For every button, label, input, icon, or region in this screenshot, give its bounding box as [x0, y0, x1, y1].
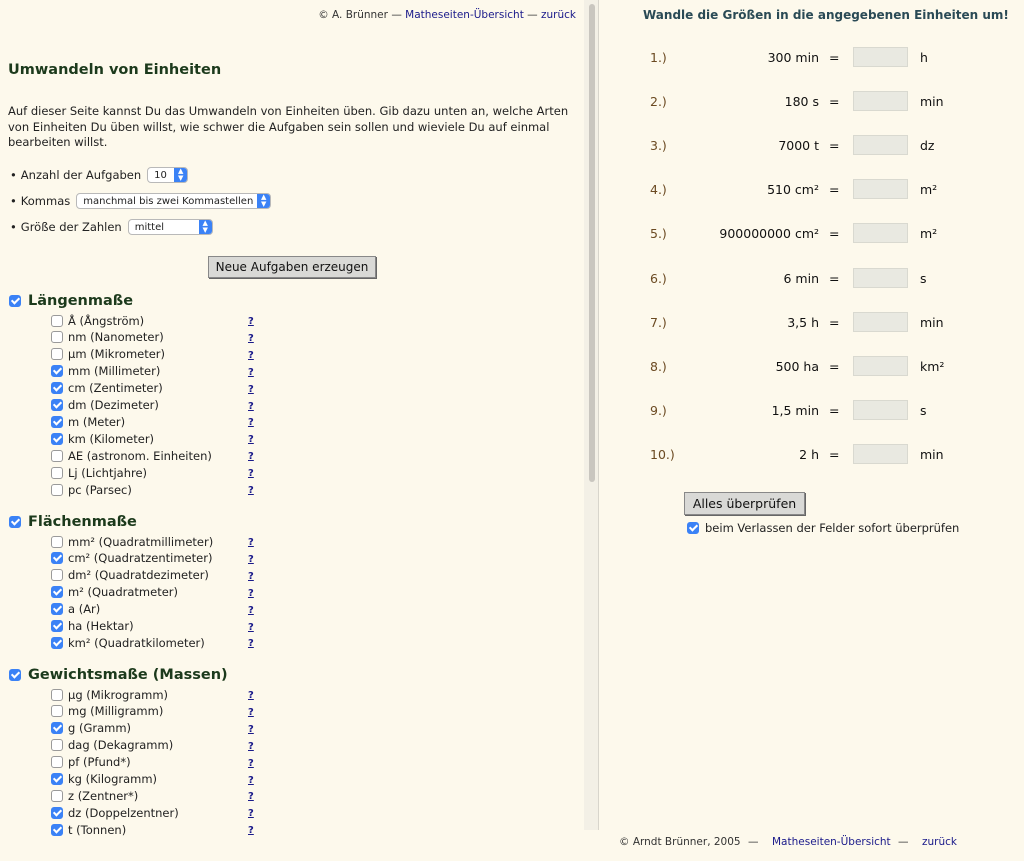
- help-link[interactable]: ?: [248, 791, 254, 803]
- equals-sign: =: [829, 182, 840, 198]
- footer-back-link[interactable]: zurück: [922, 836, 957, 848]
- copyright-text: © A. Brünner: [318, 9, 388, 21]
- equals-sign: =: [829, 314, 840, 330]
- task-number: 4.): [650, 182, 667, 198]
- target-unit: s: [920, 402, 927, 418]
- unit-option[interactable]: [51, 737, 271, 754]
- unit-option[interactable]: [51, 363, 271, 380]
- unit-checkbox[interactable]: [51, 824, 63, 836]
- help-link[interactable]: ?: [248, 638, 254, 650]
- unit-option[interactable]: [51, 584, 271, 601]
- unit-label: pf (Pfund*): [68, 755, 131, 770]
- unit-label: dag (Dekagramm): [68, 738, 174, 753]
- check-all-button[interactable]: Alles überprüfen: [684, 492, 805, 515]
- chevron-updown-icon: ▲ ▼: [257, 194, 270, 208]
- unit-label: m² (Quadratmeter): [68, 585, 179, 600]
- unit-option[interactable]: [51, 634, 271, 651]
- unit-checkbox[interactable]: [51, 467, 63, 479]
- unit-option[interactable]: [51, 686, 271, 703]
- group-checkbox[interactable]: [9, 669, 21, 681]
- unit-label: t (Tonnen): [68, 822, 127, 837]
- answer-input[interactable]: [853, 312, 908, 332]
- unit-label: kg (Kilogramm): [68, 772, 158, 786]
- help-link[interactable]: ?: [248, 690, 254, 701]
- task-number: 10.): [650, 446, 675, 462]
- unit-checkbox[interactable]: [51, 433, 63, 445]
- unit-checkbox[interactable]: [51, 331, 63, 343]
- unit-checkbox[interactable]: [51, 603, 63, 615]
- help-link[interactable]: ?: [248, 757, 254, 769]
- task-row: [599, 400, 1024, 420]
- size-select-value: mittel: [134, 222, 165, 233]
- footer-copyright: © Arndt Brünner, 2005: [619, 836, 741, 848]
- help-link[interactable]: ?: [248, 740, 254, 752]
- task-value: 500 ha: [775, 358, 819, 374]
- unit-option[interactable]: [51, 550, 271, 567]
- unit-label: dm² (Quadratdezimeter): [68, 568, 209, 583]
- unit-label: ha (Hektar): [68, 619, 134, 633]
- separator: —: [898, 836, 909, 848]
- equals-sign: =: [829, 358, 840, 374]
- option-count: [10, 167, 188, 183]
- task-number: 9.): [650, 402, 667, 418]
- answer-input[interactable]: [853, 356, 908, 376]
- task-value: 300 min: [767, 50, 819, 65]
- unit-label: µm (Mikrometer): [68, 347, 166, 362]
- bullet-icon: •: [10, 168, 17, 182]
- auto-check-label: beim Verlassen der Felder sofort überprüfen: [705, 521, 960, 535]
- unit-checkbox[interactable]: [51, 484, 63, 496]
- unit-checkbox[interactable]: [51, 756, 63, 768]
- exercise-pane: [599, 0, 1024, 861]
- unit-checkbox[interactable]: [51, 790, 63, 802]
- unit-label: mm (Millimeter): [68, 364, 161, 379]
- top-navigation: [318, 9, 576, 21]
- option-size: [10, 219, 213, 235]
- unit-checkbox[interactable]: [51, 689, 63, 701]
- size-label: Größe der Zahlen: [20, 220, 122, 234]
- commas-label: Kommas: [20, 194, 71, 208]
- unit-option[interactable]: [51, 533, 271, 550]
- footer-overview-link[interactable]: Matheseiten-Übersicht: [772, 836, 891, 848]
- chevron-updown-icon: ▲ ▼: [174, 168, 187, 182]
- group-header[interactable]: [9, 667, 228, 683]
- help-link[interactable]: ?: [248, 434, 254, 446]
- help-link[interactable]: ?: [248, 537, 254, 548]
- auto-check-option[interactable]: [687, 521, 959, 535]
- chevron-updown-icon: ▲ ▼: [199, 220, 212, 234]
- unit-checkbox[interactable]: [51, 620, 63, 632]
- unit-label: nm (Nanometer): [68, 330, 164, 345]
- unit-checkbox[interactable]: [51, 637, 63, 649]
- unit-checkbox[interactable]: [51, 807, 63, 819]
- separator: —: [391, 9, 402, 21]
- unit-option[interactable]: [51, 601, 271, 618]
- bullet-icon: •: [10, 220, 17, 234]
- unit-option[interactable]: [51, 703, 271, 720]
- help-link[interactable]: ?: [248, 383, 254, 395]
- task-value: 180 s: [784, 94, 819, 110]
- left-scrollbar-thumb[interactable]: [589, 4, 595, 482]
- answer-input[interactable]: [853, 400, 908, 420]
- unit-option[interactable]: [51, 464, 271, 481]
- help-link[interactable]: ?: [248, 451, 254, 463]
- unit-checkbox[interactable]: [51, 315, 63, 327]
- task-value: 900000000 cm²: [719, 226, 819, 242]
- unit-option[interactable]: [51, 380, 271, 397]
- task-value: 3,5 h: [787, 314, 819, 330]
- unit-label: mg (Milligramm): [68, 704, 164, 719]
- exercise-title: Wandle die Größen in die angegebenen Einheiten um!: [643, 8, 1009, 22]
- help-link[interactable]: ?: [248, 808, 254, 820]
- help-link[interactable]: ?: [248, 366, 254, 378]
- unit-label: km² (Quadratkilometer): [68, 635, 205, 650]
- task-row: [599, 135, 1024, 155]
- help-link[interactable]: ?: [248, 332, 254, 344]
- unit-label: cm² (Quadratzentimeter): [68, 551, 213, 566]
- unit-label: m (Meter): [68, 414, 126, 429]
- help-link[interactable]: ?: [248, 553, 254, 565]
- unit-option[interactable]: [51, 821, 271, 838]
- count-label: Anzahl der Aufgaben: [20, 168, 142, 182]
- target-unit: min: [920, 314, 944, 330]
- separator: —: [748, 836, 759, 848]
- answer-input[interactable]: [853, 223, 908, 243]
- unit-checkbox[interactable]: [51, 569, 63, 581]
- unit-option[interactable]: [51, 346, 271, 363]
- help-link[interactable]: ?: [248, 349, 254, 361]
- unit-label: mm² (Quadratmillimeter): [68, 534, 214, 549]
- bullet-icon: •: [10, 194, 17, 208]
- help-link[interactable]: ?: [248, 417, 254, 429]
- help-link[interactable]: ?: [248, 400, 254, 412]
- equals-sign: =: [829, 94, 840, 110]
- equals-sign: =: [829, 270, 840, 286]
- unit-option[interactable]: [51, 771, 271, 788]
- unit-label: µg (Mikrogramm): [68, 687, 169, 702]
- task-row: [599, 356, 1024, 376]
- help-link[interactable]: ?: [248, 604, 254, 616]
- unit-checkbox[interactable]: [51, 705, 63, 717]
- unit-label: dm (Dezimeter): [68, 398, 159, 412]
- generate-button[interactable]: Neue Aufgaben erzeugen: [208, 256, 376, 278]
- task-value: 6 min: [783, 270, 819, 286]
- unit-option[interactable]: [51, 413, 271, 430]
- target-unit: min: [920, 94, 944, 110]
- unit-label: AE (astronom. Einheiten): [68, 448, 212, 463]
- unit-label: dz (Doppelzentner): [68, 805, 179, 820]
- help-link[interactable]: ?: [248, 316, 254, 327]
- count-select[interactable]: [147, 167, 188, 183]
- task-number: 6.): [650, 270, 667, 286]
- task-row: [599, 223, 1024, 243]
- task-number: 5.): [650, 226, 667, 242]
- auto-check-checkbox[interactable]: [687, 522, 699, 534]
- equals-sign: =: [829, 50, 840, 65]
- commas-select[interactable]: [76, 193, 271, 209]
- unit-checkbox[interactable]: [51, 773, 63, 785]
- equals-sign: =: [829, 402, 840, 418]
- equals-sign: =: [829, 446, 840, 462]
- unit-option[interactable]: [51, 481, 271, 498]
- size-select[interactable]: [128, 219, 213, 235]
- target-unit: h: [920, 50, 928, 65]
- unit-checkbox[interactable]: [51, 416, 63, 428]
- unit-label: g (Gramm): [68, 721, 132, 736]
- equals-sign: =: [829, 226, 840, 242]
- unit-checkbox[interactable]: [51, 586, 63, 598]
- unit-label: cm (Zentimeter): [68, 381, 163, 396]
- task-row: [599, 268, 1024, 288]
- group-header[interactable]: [9, 293, 133, 309]
- unit-checkbox[interactable]: [51, 348, 63, 360]
- unit-option[interactable]: [51, 618, 271, 635]
- unit-option[interactable]: [51, 720, 271, 737]
- unit-option[interactable]: [51, 787, 271, 804]
- task-row: [599, 444, 1024, 464]
- group-title: Gewichtsmaße (Massen): [28, 667, 228, 683]
- task-row: [599, 47, 1024, 67]
- answer-input[interactable]: [853, 135, 908, 155]
- answer-input[interactable]: [853, 444, 908, 464]
- answer-input[interactable]: [853, 91, 908, 111]
- unit-option[interactable]: [51, 397, 271, 414]
- count-select-value: 10: [154, 170, 167, 181]
- help-link[interactable]: ?: [248, 570, 254, 582]
- help-link[interactable]: ?: [248, 587, 254, 599]
- task-number: 8.): [650, 358, 667, 374]
- task-value: 7000 t: [778, 138, 819, 154]
- target-unit: s: [920, 270, 927, 286]
- unit-label: a (Ar): [68, 602, 101, 617]
- option-commas: [10, 193, 271, 209]
- answer-input[interactable]: [853, 179, 908, 199]
- target-unit: m²: [920, 226, 938, 242]
- unit-checkbox[interactable]: [51, 739, 63, 751]
- help-link[interactable]: ?: [248, 485, 254, 496]
- unit-label: Å (Ångström): [68, 313, 145, 328]
- unit-checkbox[interactable]: [51, 536, 63, 548]
- unit-option[interactable]: [51, 430, 271, 447]
- intro-text: Auf dieser Seite kannst Du das Umwandeln von Einheiten üben. Gib dazu unten an, welche Arten von Einheiten Du üben willst, wie schwer die Aufgaben sein sollen und wieviele Du auf einmal bearbeiten willst.: [8, 104, 569, 149]
- unit-option[interactable]: [51, 804, 271, 821]
- help-link[interactable]: ?: [248, 468, 254, 480]
- unit-checkbox[interactable]: [51, 399, 63, 411]
- unit-option[interactable]: [51, 447, 271, 464]
- equals-sign: =: [829, 138, 840, 154]
- task-value: 2 h: [799, 446, 819, 462]
- target-unit: min: [920, 446, 944, 462]
- back-link[interactable]: zurück: [541, 9, 576, 21]
- unit-option[interactable]: [51, 312, 271, 329]
- unit-label: pc (Parsec): [68, 482, 132, 497]
- page-title: Umwandeln von Einheiten: [8, 62, 222, 78]
- separator: —: [527, 9, 538, 21]
- target-unit: km²: [920, 358, 945, 374]
- target-unit: dz: [920, 138, 935, 154]
- answer-input[interactable]: [853, 47, 908, 67]
- overview-link[interactable]: Matheseiten-Übersicht: [405, 9, 524, 21]
- unit-checkbox[interactable]: [51, 722, 63, 734]
- unit-label: z (Zentner*): [68, 788, 139, 803]
- unit-option[interactable]: [51, 754, 271, 771]
- unit-checkbox[interactable]: [51, 382, 63, 394]
- group-title: Flächenmaße: [28, 514, 137, 530]
- task-number: 2.): [650, 94, 667, 110]
- task-number: 3.): [650, 138, 667, 154]
- unit-label: Lj (Lichtjahre): [68, 465, 148, 480]
- help-link[interactable]: ?: [248, 723, 254, 735]
- task-number: 1.): [650, 50, 667, 65]
- help-link[interactable]: ?: [248, 774, 254, 786]
- task-value: 510 cm²: [767, 182, 819, 198]
- task-value: 1,5 min: [771, 402, 819, 418]
- task-row: [599, 312, 1024, 332]
- task-number: 7.): [650, 314, 667, 330]
- task-row: [599, 179, 1024, 199]
- group-checkbox[interactable]: [9, 516, 21, 528]
- target-unit: m²: [920, 182, 938, 198]
- group-checkbox[interactable]: [9, 295, 21, 307]
- unit-checkbox[interactable]: [51, 450, 63, 462]
- help-link[interactable]: ?: [248, 825, 254, 837]
- unit-checkbox[interactable]: [51, 552, 63, 564]
- answer-input[interactable]: [853, 268, 908, 288]
- unit-label: km (Kilometer): [68, 431, 155, 446]
- group-header[interactable]: [9, 514, 137, 530]
- help-link[interactable]: ?: [248, 706, 254, 718]
- group-title: Längenmaße: [28, 293, 134, 309]
- unit-option[interactable]: [51, 329, 271, 346]
- task-row: [599, 91, 1024, 111]
- help-link[interactable]: ?: [248, 621, 254, 633]
- commas-select-value: manchmal bis zwei Kommastellen: [83, 196, 254, 207]
- unit-option[interactable]: [51, 567, 271, 584]
- unit-checkbox[interactable]: [51, 365, 63, 377]
